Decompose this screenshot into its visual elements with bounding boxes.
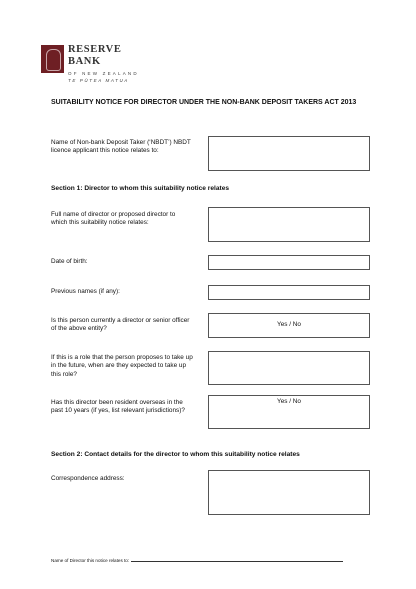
dob-field[interactable]	[208, 255, 370, 270]
reserve-bank-crest-icon	[41, 45, 64, 73]
logo-subtitle-line2: TE PŪTEA MATUA	[68, 78, 129, 83]
overseas-label: Has this director been resident overseas in the past 10 years (if yes, list relevant jurisdictions)?	[51, 399, 185, 415]
previous-names-label: Previous names (if any):	[51, 288, 120, 295]
logo-subtitle-line1: OF NEW ZEALAND	[68, 71, 139, 76]
currently-director-field[interactable]	[208, 313, 370, 338]
correspondence-field[interactable]	[208, 470, 370, 515]
overseas-field[interactable]	[208, 395, 370, 429]
previous-names-field[interactable]	[208, 285, 370, 300]
dob-label: Date of birth:	[51, 258, 88, 265]
footer-signature-line[interactable]	[131, 561, 343, 562]
nbdt-name-field[interactable]	[208, 136, 370, 171]
document-title: SUITABILITY NOTICE FOR DIRECTOR UNDER THE NON-BANK DEPOSIT TAKERS ACT 2013	[51, 99, 357, 106]
correspondence-label: Correspondence address:	[51, 475, 125, 482]
nbdt-name-label: Name of Non-bank Deposit Taker (‘NBDT’) NBDT licence applicant this notice relates to:	[51, 139, 191, 155]
full-name-label: Full name of director or proposed director to which this suitability notice relates:	[51, 211, 176, 227]
full-name-field[interactable]	[208, 207, 370, 242]
footer-label: Name of Director this notice relates to:	[51, 558, 130, 563]
logo-name-line2: BANK	[68, 56, 101, 67]
footer-director-name	[51, 558, 343, 564]
overseas-value[interactable]: Yes / No	[277, 398, 301, 405]
future-role-field[interactable]	[208, 351, 370, 385]
currently-director-label: Is this person currently a director or senior officer of the above entity?	[51, 317, 190, 333]
logo-name-line1: RESERVE	[68, 44, 122, 55]
section-2-heading: Section 2: Contact details for the director to whom this suitability notice relates	[51, 451, 300, 458]
currently-director-value[interactable]: Yes / No	[277, 321, 301, 328]
future-role-label: If this is a role that the person proposes to take up in the future, when are they expected to take up this role?	[51, 354, 193, 378]
section-1-heading: Section 1: Director to whom this suitability notice relates	[51, 185, 230, 192]
